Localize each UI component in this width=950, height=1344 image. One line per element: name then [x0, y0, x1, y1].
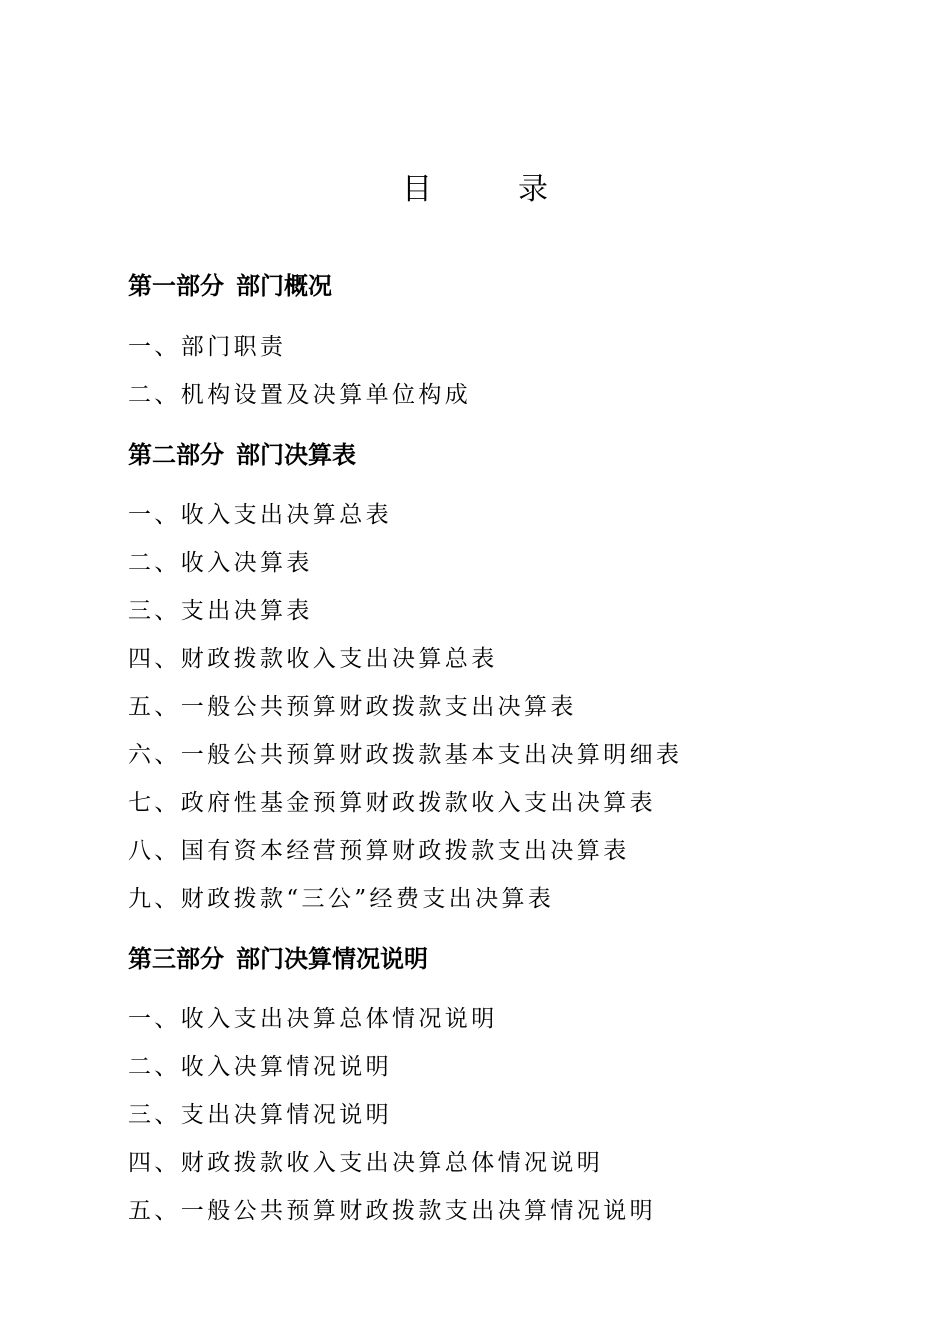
part-name: 部门决算情况说明 [236, 945, 428, 973]
toc-entry: 五、一般公共预算财政拨款支出决算情况说明 [128, 1198, 656, 1224]
toc-entry: 四、财政拨款收入支出决算总体情况说明 [128, 1150, 604, 1176]
part-heading-2 [128, 439, 356, 471]
page-title: 目 录 [402, 172, 576, 207]
part-number: 第三部分 [128, 945, 224, 973]
part-heading-1 [128, 270, 332, 302]
part-name: 部门概况 [236, 272, 332, 300]
toc-entry: 一、收入支出决算总表 [128, 502, 392, 528]
toc-entry: 二、机构设置及决算单位构成 [128, 382, 472, 408]
toc-entry: 一、收入支出决算总体情况说明 [128, 1006, 498, 1032]
part-number: 第一部分 [128, 272, 224, 300]
toc-entry: 二、收入决算情况说明 [128, 1054, 392, 1080]
toc-entry: 八、国有资本经营预算财政拨款支出决算表 [128, 838, 630, 864]
toc-entry: 六、一般公共预算财政拨款基本支出决算明细表 [128, 742, 683, 768]
toc-entry: 九、财政拨款“三公”经费支出决算表 [128, 886, 555, 912]
part-number: 第二部分 [128, 441, 224, 469]
toc-entry: 七、政府性基金预算财政拨款收入支出决算表 [128, 790, 656, 816]
part-name: 部门决算表 [236, 441, 356, 469]
toc-entry: 五、一般公共预算财政拨款支出决算表 [128, 694, 577, 720]
toc-entry: 四、财政拨款收入支出决算总表 [128, 646, 498, 672]
toc-entry: 三、支出决算情况说明 [128, 1102, 392, 1128]
toc-entry: 三、支出决算表 [128, 598, 313, 624]
toc-entry: 二、收入决算表 [128, 550, 313, 576]
part-heading-3 [128, 943, 428, 975]
toc-entry: 一、部门职责 [128, 334, 287, 360]
